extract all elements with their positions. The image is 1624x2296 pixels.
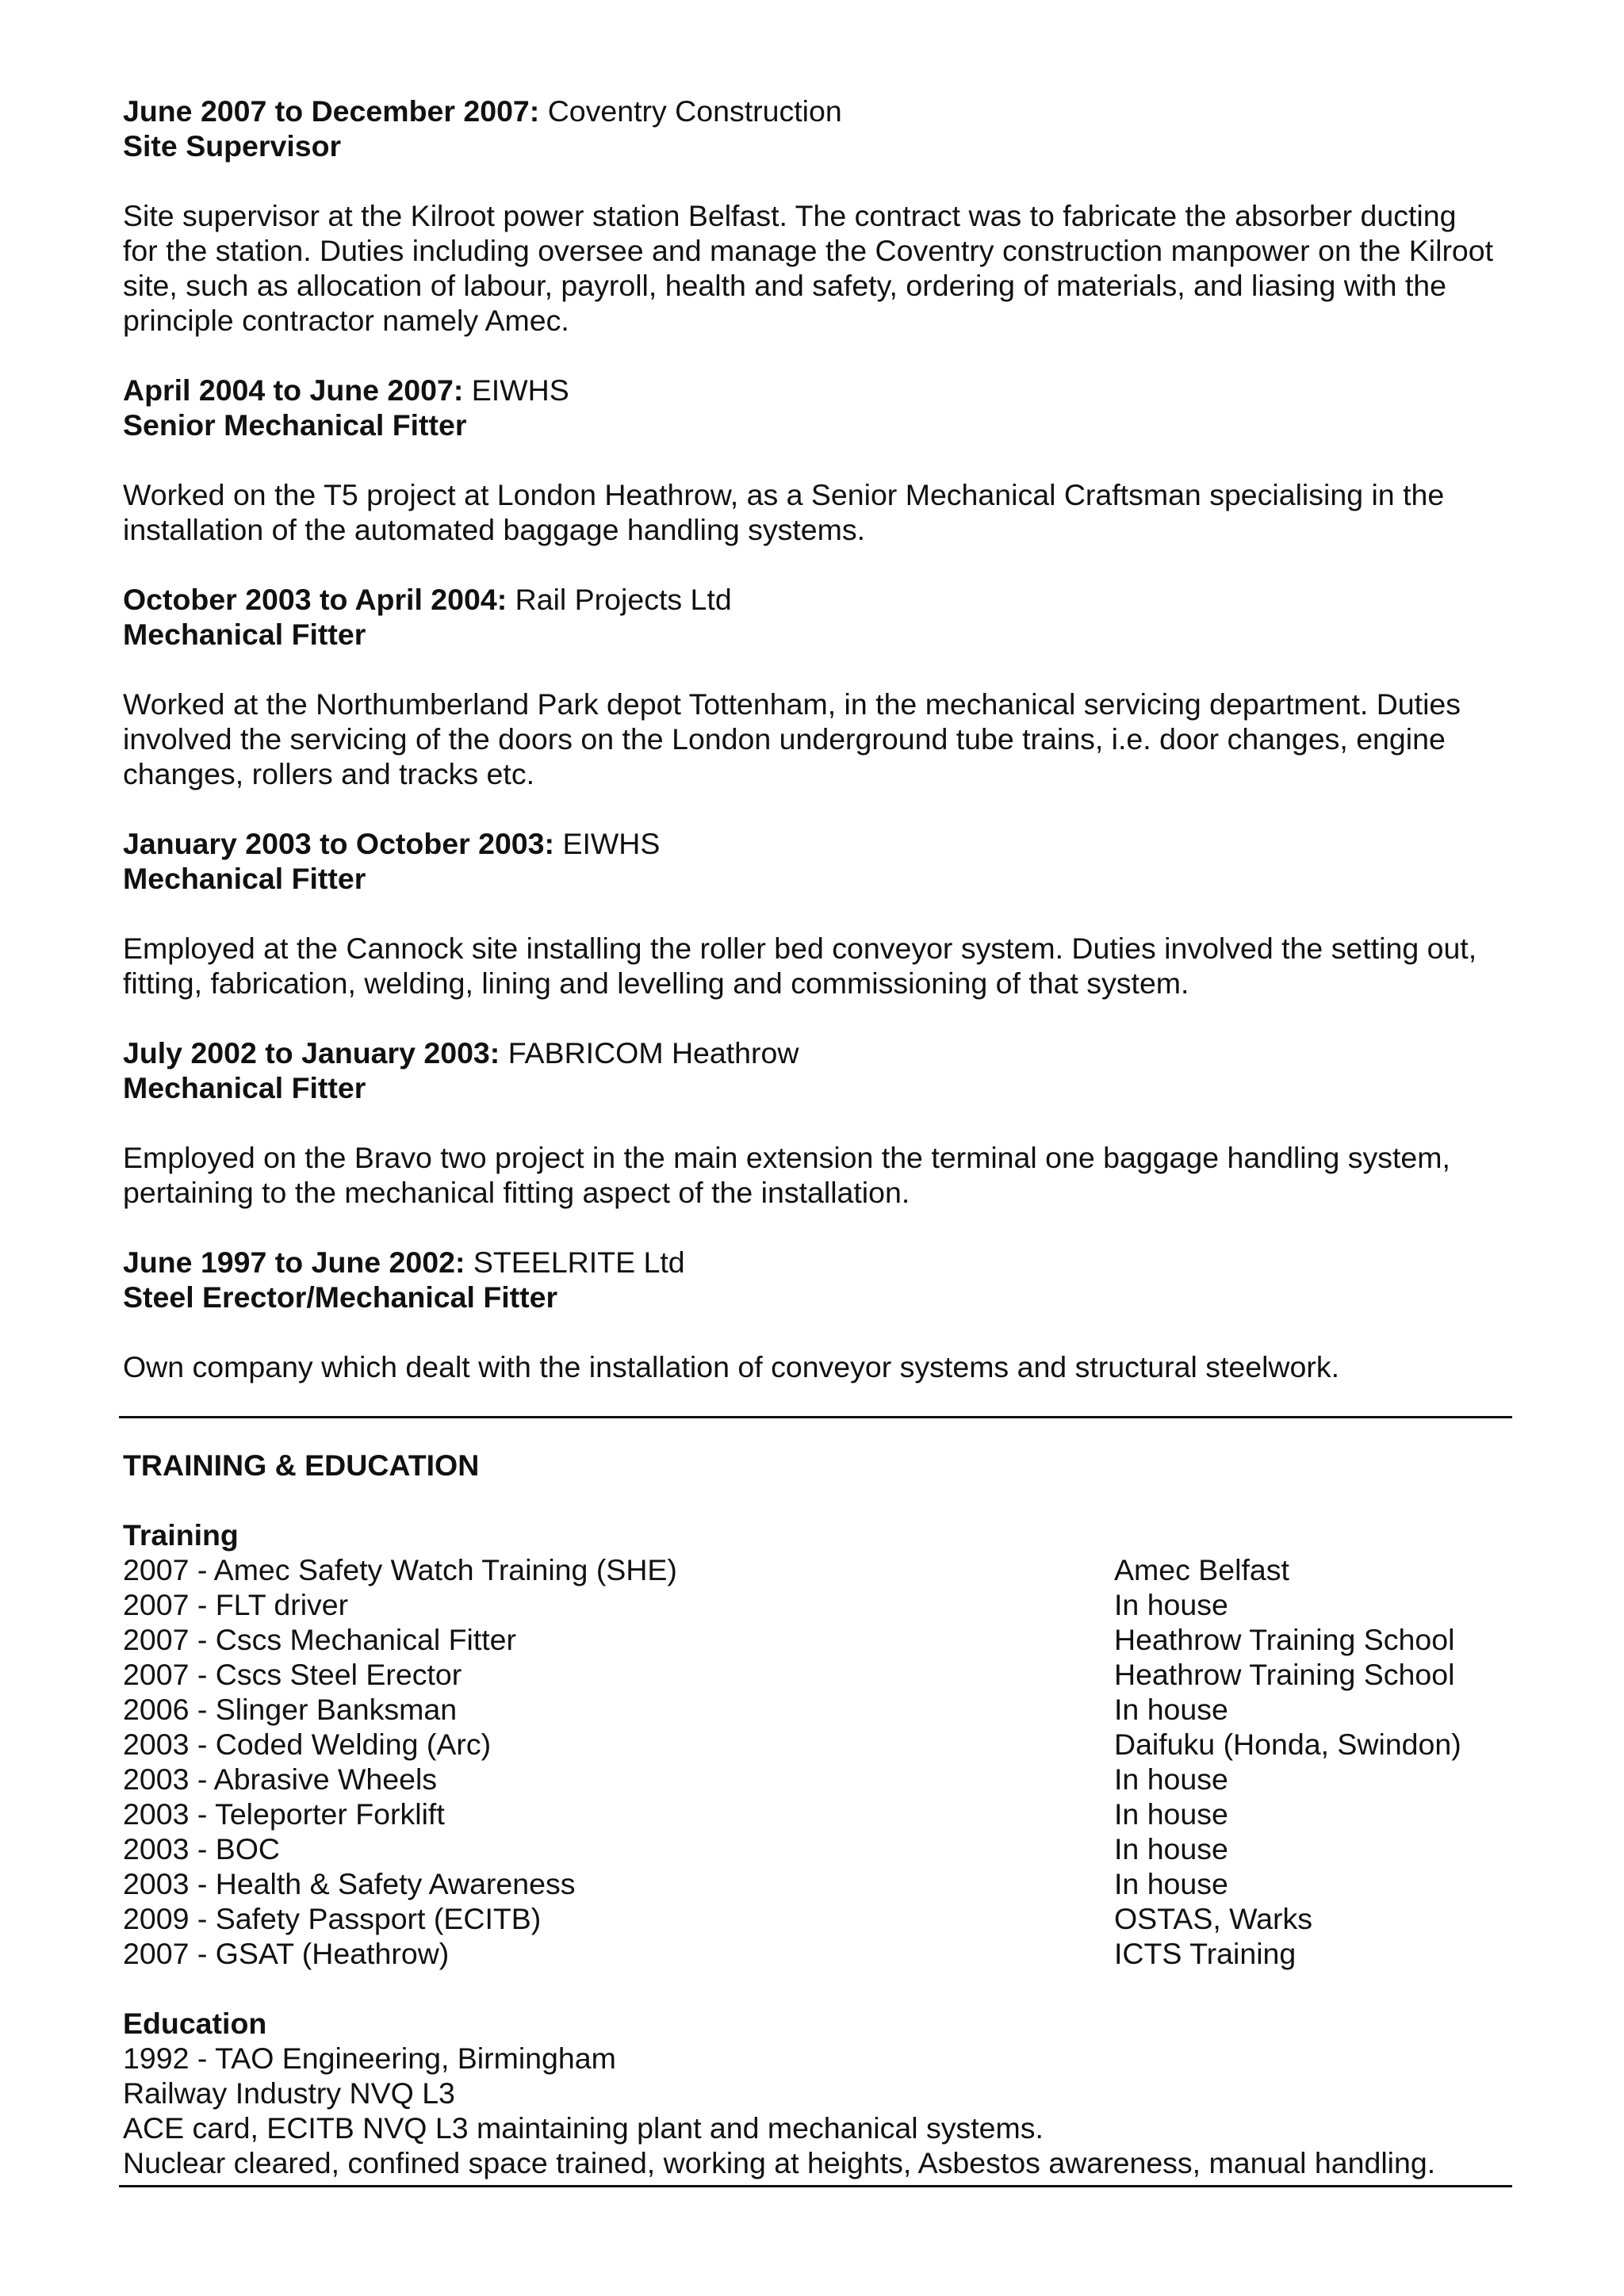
training-row bbox=[123, 1552, 1511, 1587]
job-description: Worked at the Northumberland Park depot Tottenham, in the mechanical servicing department. Duties involved the servicing of the doors on the London underground tube trains, i.e. door changes, engine changes, rollers and tracks etc. bbox=[123, 687, 1461, 790]
job-period: January 2003 to October 2003: bbox=[123, 827, 555, 860]
section-divider bbox=[119, 1416, 1512, 1418]
training-list bbox=[123, 1552, 1511, 1971]
section-divider bbox=[119, 2185, 1512, 2187]
job-role: Steel Erector/Mechanical Fitter bbox=[123, 1280, 558, 1314]
training-course: 2003 - Teleporter Forklift bbox=[123, 1797, 445, 1831]
job-role: Site Supervisor bbox=[123, 129, 342, 163]
training-course: 2006 - Slinger Banksman bbox=[123, 1693, 458, 1726]
training-row bbox=[123, 1936, 1511, 1971]
job-entry bbox=[123, 582, 1511, 791]
training-course: 2007 - FLT driver bbox=[123, 1588, 349, 1621]
training-course: 2009 - Safety Passport (ECITB) bbox=[123, 1902, 542, 1935]
training-row bbox=[123, 1762, 1511, 1797]
training-provider: OSTAS, Warks bbox=[1114, 1902, 1313, 1935]
job-entry bbox=[123, 826, 1511, 1001]
training-row bbox=[123, 1587, 1511, 1622]
training-course: 2007 - Amec Safety Watch Training (SHE) bbox=[123, 1553, 677, 1586]
education-item: ACE card, ECITB NVQ L3 maintaining plant and mechanical systems. bbox=[123, 2111, 1044, 2145]
education-heading: Education bbox=[123, 2007, 267, 2040]
training-provider: ICTS Training bbox=[1114, 1937, 1297, 1970]
job-description: Employed at the Cannock site installing the roller bed conveyor system. Duties involved the setting out, fitting, fabrication, welding, lining and levelling and commissioning of that system. bbox=[123, 932, 1477, 1000]
training-course: 2007 - Cscs Mechanical Fitter bbox=[123, 1623, 517, 1656]
job-period: October 2003 to April 2004: bbox=[123, 583, 508, 616]
job-role: Senior Mechanical Fitter bbox=[123, 408, 467, 442]
job-period: April 2004 to June 2007: bbox=[123, 373, 464, 407]
job-role: Mechanical Fitter bbox=[123, 618, 366, 651]
training-course: 2003 - BOC bbox=[123, 1832, 281, 1866]
job-entry bbox=[123, 1245, 1511, 1384]
training-row bbox=[123, 1657, 1511, 1692]
job-company: EIWHS bbox=[471, 373, 569, 407]
job-heading bbox=[123, 373, 1511, 408]
employment-history bbox=[123, 94, 1511, 1419]
training-row bbox=[123, 1901, 1511, 1936]
job-role: Mechanical Fitter bbox=[123, 1071, 366, 1104]
training-course: 2007 - Cscs Steel Erector bbox=[123, 1658, 462, 1691]
training-row bbox=[123, 1622, 1511, 1657]
job-description: Worked on the T5 project at London Heathrow, as a Senior Mechanical Craftsman specialising in the installation of the automated baggage handling systems. bbox=[123, 478, 1445, 546]
job-entry bbox=[123, 373, 1511, 547]
training-provider: Daifuku (Honda, Swindon) bbox=[1114, 1728, 1461, 1761]
training-education-section bbox=[123, 1448, 1511, 2180]
education-item: Railway Industry NVQ L3 bbox=[123, 2076, 455, 2110]
training-provider: In house bbox=[1114, 1693, 1228, 1726]
job-period: July 2002 to January 2003: bbox=[123, 1036, 500, 1070]
education-block bbox=[123, 2006, 1511, 2180]
training-row bbox=[123, 1727, 1511, 1762]
job-heading bbox=[123, 94, 1511, 128]
training-provider: Heathrow Training School bbox=[1114, 1658, 1455, 1691]
training-provider: In house bbox=[1114, 1588, 1228, 1621]
education-item: 1992 - TAO Engineering, Birmingham bbox=[123, 2042, 616, 2075]
section-title: TRAINING & EDUCATION bbox=[123, 1448, 480, 1482]
training-heading: Training bbox=[123, 1518, 239, 1552]
job-heading bbox=[123, 1245, 1511, 1280]
training-provider: Amec Belfast bbox=[1114, 1553, 1289, 1586]
training-provider: In house bbox=[1114, 1797, 1228, 1831]
job-role: Mechanical Fitter bbox=[123, 862, 366, 895]
job-description: Own company which dealt with the installation of conveyor systems and structural steelwork. bbox=[123, 1350, 1340, 1383]
job-period: June 1997 to June 2002: bbox=[123, 1246, 465, 1279]
training-row bbox=[123, 1866, 1511, 1901]
job-description: Site supervisor at the Kilroot power station Belfast. The contract was to fabricate the absorber ducting for the station. Duties including oversee and manage the Coventry construction manpower on the Kilroot site, such as allocation of labour, payroll, health and safety, ordering of materials, and liasing with the principle contractor namely Amec. bbox=[123, 199, 1494, 337]
training-provider: In house bbox=[1114, 1832, 1228, 1866]
job-heading bbox=[123, 826, 1511, 861]
training-course: 2003 - Abrasive Wheels bbox=[123, 1762, 438, 1796]
job-entry bbox=[123, 1035, 1511, 1210]
job-heading bbox=[123, 1035, 1511, 1070]
job-company: FABRICOM Heathrow bbox=[508, 1036, 799, 1070]
job-description: Employed on the Bravo two project in the main extension the terminal one baggage handling system, pertaining to the mechanical fitting aspect of the installation. bbox=[123, 1141, 1450, 1209]
job-period: June 2007 to December 2007: bbox=[123, 94, 540, 128]
training-row bbox=[123, 1831, 1511, 1866]
job-company: Coventry Construction bbox=[547, 94, 842, 128]
education-item: Nuclear cleared, confined space trained, working at heights, Asbestos awareness, manual handling. bbox=[123, 2146, 1436, 2179]
job-entry bbox=[123, 94, 1511, 338]
job-heading bbox=[123, 582, 1511, 617]
training-row bbox=[123, 1797, 1511, 1831]
training-row bbox=[123, 1692, 1511, 1727]
training-provider: In house bbox=[1114, 1867, 1228, 1900]
job-company: Rail Projects Ltd bbox=[515, 583, 732, 616]
training-course: 2003 - Health & Safety Awareness bbox=[123, 1867, 576, 1900]
job-company: STEELRITE Ltd bbox=[473, 1246, 685, 1279]
training-course: 2007 - GSAT (Heathrow) bbox=[123, 1937, 450, 1970]
training-course: 2003 - Coded Welding (Arc) bbox=[123, 1728, 492, 1761]
training-provider: In house bbox=[1114, 1762, 1228, 1796]
job-company: EIWHS bbox=[562, 827, 661, 860]
training-provider: Heathrow Training School bbox=[1114, 1623, 1455, 1656]
